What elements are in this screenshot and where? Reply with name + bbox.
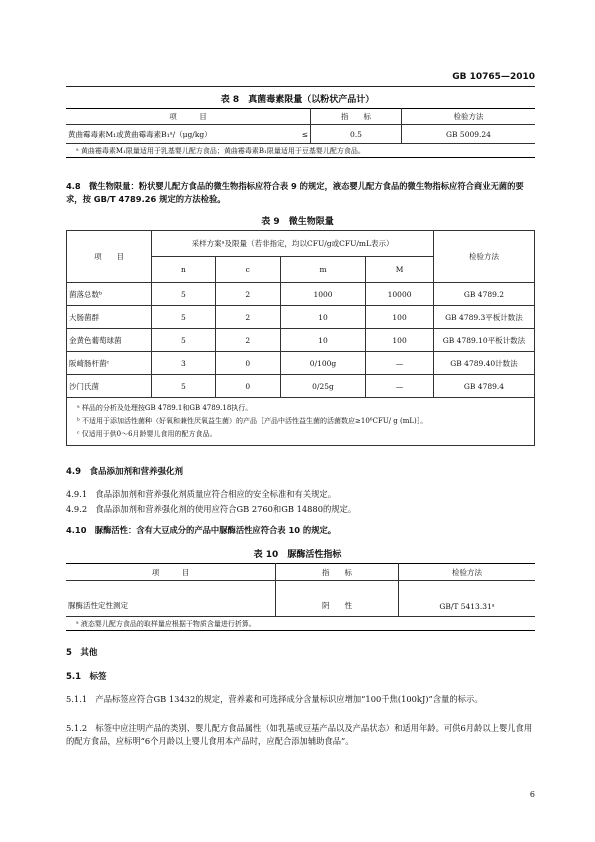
row-c: 0 (215, 352, 280, 375)
section-4-9: 4.9 食品添加剂和营养强化剂 (66, 467, 184, 477)
table9-sub-c: c (215, 257, 280, 283)
table9-title: 表 9 微生物限量 (261, 217, 334, 227)
table-row (67, 375, 535, 398)
table8-item: 黄曲霉毒素M₁或黄曲霉毒素B₁ᵃ/（μg/kg） (68, 129, 212, 139)
row-method: GB 4789.10平板计数法 (433, 329, 534, 352)
section-5: 5 其他 (66, 648, 98, 658)
row-n: 5 (152, 329, 215, 352)
row-M: — (366, 375, 434, 398)
para-4-8: 4.8 微生物限量：粉状婴儿配方食品的微生物指标应符合表 9 的规定，液态婴儿配方食品的微生物指标应符合商业无菌的要求，按 GB/T 4789.26 规定的方法检验。 (66, 181, 524, 204)
row-item: 阪崎肠杆菌ᶜ (67, 352, 152, 375)
row-m: 10 (280, 306, 365, 329)
section-5-1: 5.1 标签 (66, 672, 107, 682)
table9-notes (67, 398, 535, 446)
table10-note: ᵃ 液态婴儿配方食品的取样量应根据干物质含量进行折算。 (76, 619, 256, 628)
row-m: 1000 (280, 283, 365, 306)
row-n: 3 (152, 352, 215, 375)
table-row (67, 352, 535, 375)
row-M: 100 (366, 306, 434, 329)
table10-item: 脲酶活性定性测定 (66, 581, 276, 617)
table8-value: 0.5 (311, 125, 402, 144)
table8-op: ≤ (260, 125, 311, 144)
table10-title: 表 10 脲酶活性指标 (253, 550, 342, 560)
table9-sub-n: n (152, 257, 215, 283)
row-c: 2 (215, 329, 280, 352)
para-5-1-2: 5.1.2 标签中应注明产品的类别、婴儿配方食品属性（如乳基或豆基产品以及产品状态）和适用年龄。可供6月龄以上婴儿食用的配方食品，应标明“6个月龄以上婴儿食用本产品时，应配合添加辅助食品”。 (66, 723, 533, 746)
row-method: GB 4789.40计数法 (433, 352, 534, 375)
page-number: 6 (529, 790, 535, 799)
table9-note-b: ᵇ 不适用于添加活性菌种（好氧和兼性厌氧益生菌）的产品［产品中活性益生菌的活菌数应≥10⁶CFU/ g (mL)］。 (77, 417, 428, 425)
row-method: GB 4789.2 (433, 283, 534, 306)
table-row (67, 306, 535, 329)
table10-method: GB/T 5413.31ᵃ (439, 602, 495, 611)
table10-value: 阴 性 (276, 581, 399, 617)
row-method: GB 4789.3平板计数法 (433, 306, 534, 329)
table9 (66, 230, 535, 446)
row-n: 5 (152, 306, 215, 329)
table10-header-limit: 指 标 (276, 564, 399, 581)
table-row (67, 283, 535, 306)
header-rule (66, 86, 535, 87)
table10-header-method: 检验方法 (399, 564, 536, 581)
table8-header-method: 检验方法 (402, 109, 536, 125)
table8-header-item: 项 目 (66, 109, 311, 125)
row-M: 100 (366, 329, 434, 352)
standard-number: GB 10765—2010 (452, 72, 535, 82)
table9-note-c: ᶜ 仅适用于供0～6月龄婴儿食用的配方食品。 (77, 430, 217, 438)
table9-sub-m: m (280, 257, 365, 283)
row-M: — (366, 352, 434, 375)
table10-header-item: 项 目 (66, 564, 276, 581)
row-c: 0 (215, 375, 280, 398)
para-4-10: 4.10 脲酶活性：含有大豆成分的产品中脲酶活性应符合表 10 的规定。 (66, 525, 337, 535)
table9-header-item: 项 目 (67, 231, 152, 283)
row-c: 2 (215, 283, 280, 306)
row-m: 10 (280, 329, 365, 352)
row-M: 10000 (366, 283, 434, 306)
row-item: 金黄色葡萄球菌 (67, 329, 152, 352)
row-c: 2 (215, 306, 280, 329)
table9-header-plan: 采样方案ᵃ及限量（若非指定，均以CFU/g或CFU/mL表示） (152, 231, 434, 257)
table8-title: 表 8 真菌毒素限量（以粉状产品计） (220, 95, 375, 105)
table8-method: GB 5009.24 (446, 129, 491, 139)
table8 (66, 108, 535, 158)
para-4-9-2: 4.9.2 食品添加剂和营养强化剂的使用应符合GB 2760和GB 14880的规定。 (66, 504, 357, 514)
row-item: 大肠菌群 (67, 306, 152, 329)
table9-header-method: 检验方法 (433, 231, 534, 283)
row-item: 沙门氏菌 (67, 375, 152, 398)
row-method: GB 4789.4 (433, 375, 534, 398)
row-item: 菌落总数ᵇ (67, 283, 152, 306)
table8-note: ᵃ 黄曲霉毒素M₁限量适用于乳基婴儿配方食品；黄曲霉毒素B₁限量适用于豆基婴儿配方食品。 (76, 146, 365, 155)
row-m: 0/25g (280, 375, 365, 398)
table9-sub-M: M (366, 257, 434, 283)
para-5-1-1: 5.1.1 产品标签应符合GB 13432的规定，营养素和可选择成分含量标识应增加“100千焦(100kJ)”含量的标示。 (66, 694, 483, 704)
table-row (67, 329, 535, 352)
row-m: 0/100g (280, 352, 365, 375)
table10 (66, 563, 535, 631)
para-4-9-1: 4.9.1 食品添加剂和营养强化剂质量应符合相应的安全标准和有关规定。 (66, 489, 337, 499)
row-n: 5 (152, 283, 215, 306)
row-n: 5 (152, 375, 215, 398)
table8-header-limit: 指 标 (311, 109, 402, 125)
table9-note-a: ᵃ 样品的分析及处理按GB 4789.1和GB 4789.18执行。 (77, 404, 253, 412)
